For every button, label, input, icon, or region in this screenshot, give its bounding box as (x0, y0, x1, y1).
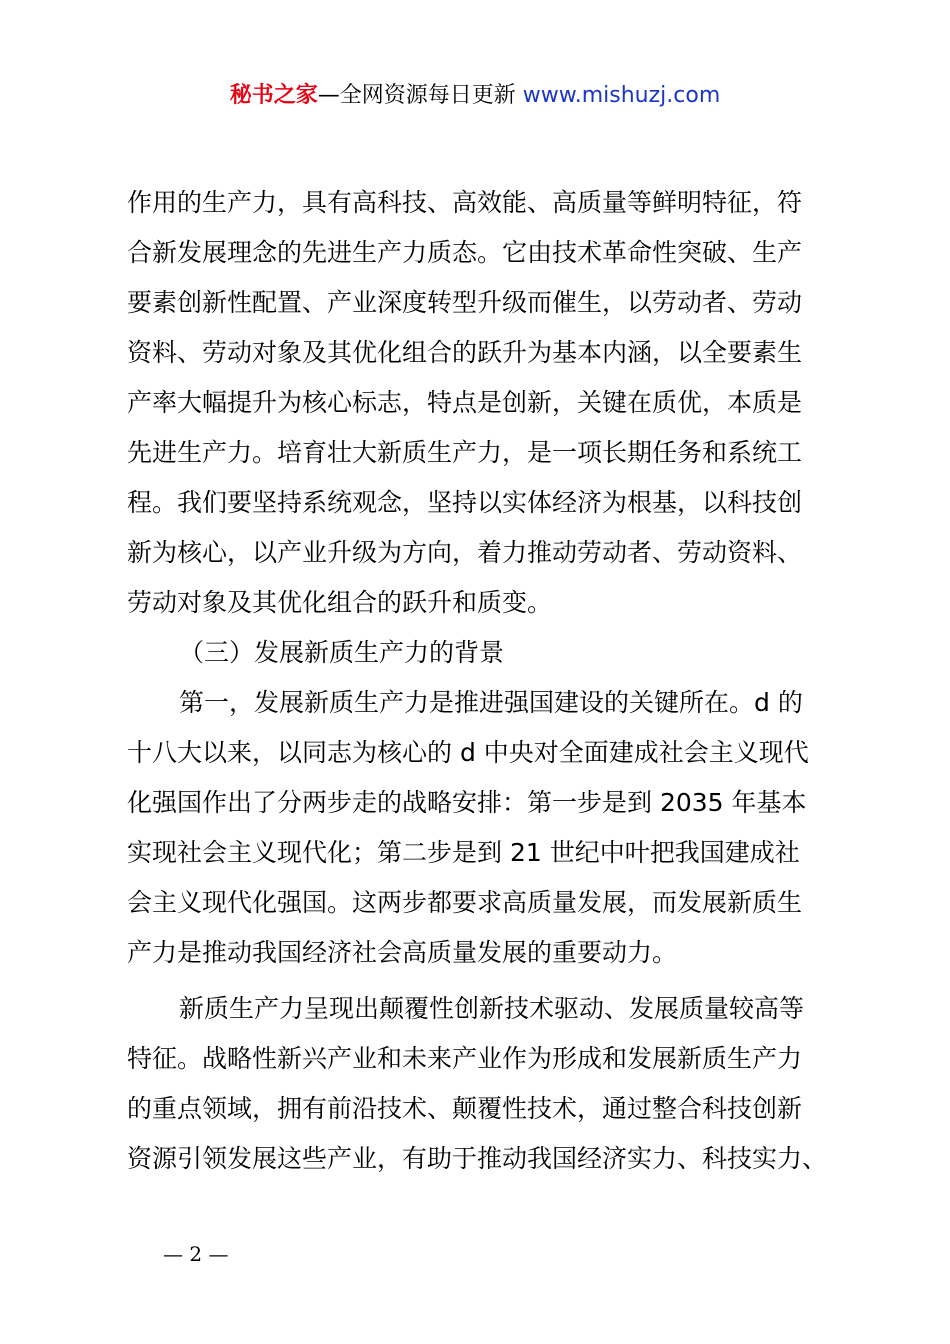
body-line: 劳动对象及其优化组合的跃升和质变。 (127, 588, 553, 617)
body-line: 要素创新性配置、产业深度转型升级而催生，以劳动者、劳动 (127, 288, 803, 317)
body-line: 新为核心，以产业升级为方向，着力推动劳动者、劳动资料、 (127, 538, 803, 567)
site-url-link[interactable]: www.mishuzj.com (522, 83, 721, 108)
header-tagline: —全网资源每日更新 (317, 83, 523, 108)
body-line: 实现社会主义现代化；第二步是到 21 世纪中叶把我国建成社 (127, 838, 800, 867)
body-line: 化强国作出了分两步走的战略安排：第一步是到 2035 年基本 (127, 788, 807, 817)
body-line: 产力是推动我国经济社会高质量发展的重要动力。 (127, 938, 678, 967)
body-line: 会主义现代化强国。这两步都要求高质量发展，而发展新质生 (127, 888, 803, 917)
body-line: 资源引领发展这些产业，有助于推动我国经济实力、科技实力、 (127, 1144, 828, 1173)
body-line: 的重点领域，拥有前沿技术、颠覆性技术，通过整合科技创新 (127, 1094, 803, 1123)
body-line: 十八大以来，以同志为核心的 d 中央对全面建成社会主义现代 (127, 738, 809, 767)
document-body (127, 178, 837, 1184)
body-line: 合新发展理念的先进生产力质态。它由技术革命性突破、生产 (127, 238, 803, 267)
section-heading: （三）发展新质生产力的背景 (179, 638, 505, 667)
body-line: 产率大幅提升为核心标志，特点是创新，关键在质优，本质是 (127, 388, 803, 417)
body-line: 程。我们要坚持系统观念，坚持以实体经济为根基，以科技创 (127, 488, 803, 517)
body-line: 作用的生产力，具有高科技、高效能、高质量等鲜明特征，符 (127, 188, 803, 217)
body-line: 资料、劳动对象及其优化组合的跃升为基本内涵，以全要素生 (127, 338, 803, 367)
body-line: 特征。战略性新兴产业和未来产业作为形成和发展新质生产力 (127, 1044, 803, 1073)
page-number: — 2 — (163, 1242, 229, 1266)
site-name: 秘书之家 (229, 83, 318, 108)
page-header (0, 80, 950, 112)
body-line: 先进生产力。培育壮大新质生产力，是一项长期任务和系统工 (127, 438, 803, 467)
body-line: 新质生产力呈现出颠覆性创新技术驱动、发展质量较高等 (179, 994, 805, 1023)
body-line: 第一，发展新质生产力是推进强国建设的关键所在。d 的 (179, 688, 803, 717)
